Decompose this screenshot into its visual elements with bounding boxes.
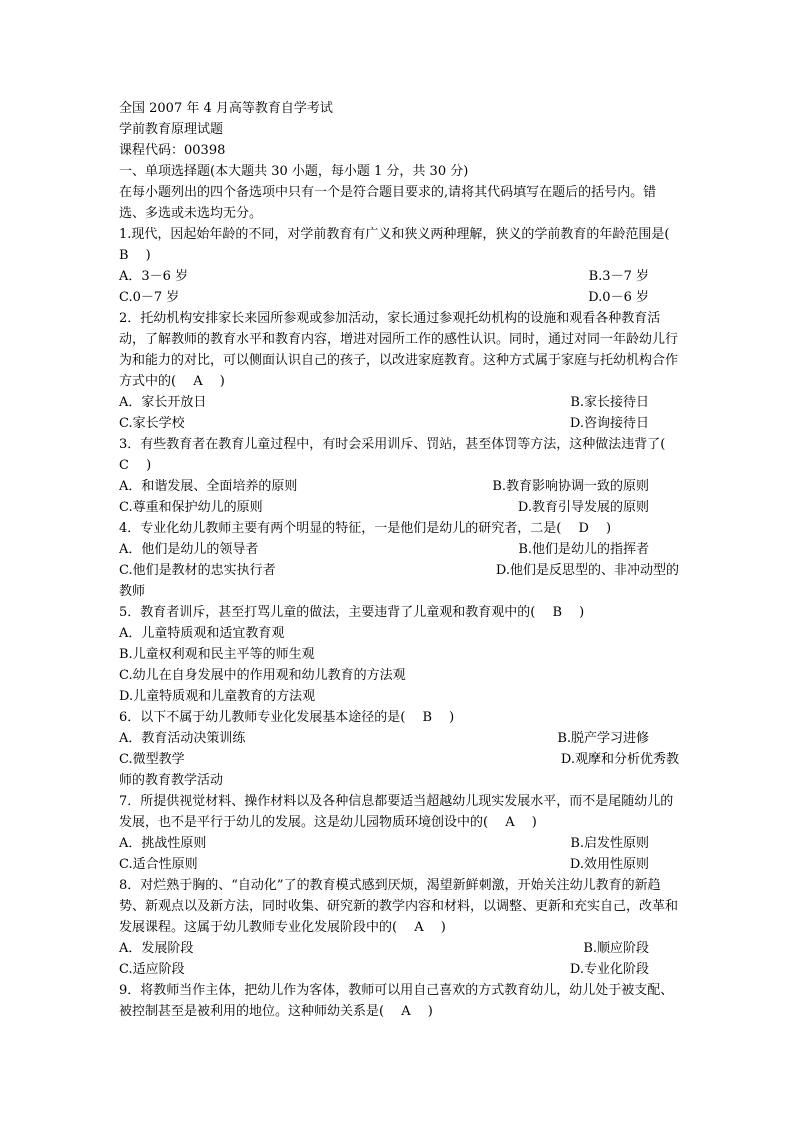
- option-continuation: 教师: [119, 584, 146, 599]
- question-stem: 5．教育者训斥，甚至打骂儿童的做法，主要违背了儿童观和教育观中的( B ): [119, 605, 585, 620]
- question-stem: 3．有些教育者在教育儿童过程中，有时会采用训斥、罚站，甚至体罚等方法，这种做法违背了( C ): [119, 437, 683, 473]
- option: D.效用性原则: [569, 857, 649, 872]
- option: C.尊重和保护幼儿的原则: [119, 500, 263, 515]
- option: C.他们是教材的忠实执行者: [119, 563, 276, 578]
- option: D.观摩和分析优秀教: [560, 752, 679, 767]
- option: A．教育活动决策训练: [119, 731, 246, 746]
- question-stem: 6．以下不属于幼儿教师专业化发展基本途径的是( B ): [119, 710, 455, 725]
- option: A．儿童特质观和适宜教育观: [119, 626, 285, 641]
- options-row: [119, 497, 679, 518]
- options-row: [119, 413, 679, 434]
- option: D.儿童特质观和儿童教育的方法观: [119, 689, 316, 704]
- option-continuation: 师的教育教学活动: [119, 773, 224, 788]
- course-code: 课程代码：00398: [119, 143, 226, 158]
- options-row: [119, 539, 679, 560]
- options-row: [119, 287, 679, 308]
- question-stem: 4．专业化幼儿教师主要有两个明显的特征，一是他们是幼儿的研究者，二是( D ): [119, 521, 612, 536]
- instructions: 在每小题列出的四个备选项中只有一个是符合题目要求的,请将其代码填写在题后的括号内。错选、多选或未选均无分。: [119, 185, 657, 221]
- option: D.咨询接待日: [569, 416, 649, 431]
- options-row: [119, 938, 679, 959]
- exam-title: 全国 2007 年 4 月高等教育自学考试: [119, 101, 333, 116]
- option: A．家长开放日: [119, 395, 207, 410]
- option: D.教育引导发展的原则: [517, 500, 649, 515]
- option: A．挑战性原则: [119, 836, 207, 851]
- options-row: [119, 833, 679, 854]
- options-row: [119, 476, 679, 497]
- option: C.0－7 岁: [119, 290, 180, 305]
- options-row: [119, 854, 679, 875]
- option: A．和谐发展、全面培养的原则: [119, 479, 298, 494]
- option: B.启发性原则: [570, 836, 649, 851]
- options-row: [119, 392, 679, 413]
- option: C.微型教学: [119, 752, 185, 767]
- option: D.他们是反思型的、非冲动型的: [495, 563, 679, 578]
- option: D.专业化阶段: [569, 962, 649, 977]
- question-stem: 9．将教师当作主体，把幼儿作为客体，教师可以用自己喜欢的方式教育幼儿，幼儿处于被支配、被控制甚至是被利用的地位。这种师幼关系是( A ): [119, 983, 674, 1019]
- option: A．3－6 岁: [119, 269, 189, 284]
- option: A．发展阶段: [119, 941, 194, 956]
- option: C.家长学校: [119, 416, 185, 431]
- option: B.3－7 岁: [588, 269, 649, 284]
- question-stem: 1.现代，因起始年龄的不同，对学前教育有广义和狭义两种理解，狭义的学前教育的年龄范围是( B ): [119, 227, 687, 263]
- option: B.儿童权利观和民主平等的师生观: [119, 647, 315, 662]
- question-stem: 2．托幼机构安排家长来园所参观或参加活动，家长通过参观托幼机构的设施和观看各种教育活动，了解教师的教育水平和教育内容，增进对园所工作的感性认识。同时，通过对同一年龄幼儿行为和能力的对比，可以侧面认识自己的孩子，以改进家庭教育。这种方式属于家庭与托幼机构合作方式中的( A ): [119, 311, 679, 389]
- question-stem: 7．所提供视觉材料、操作材料以及各种信息都要适当超越幼儿现实发展水平，而不是尾随幼儿的发展，也不是平行于幼儿的发展。这是幼儿园物质环境创设中的( A ): [119, 794, 674, 830]
- option: A．他们是幼儿的领导者: [119, 542, 259, 557]
- options-row: [119, 560, 679, 581]
- option: B.教育影响协调一致的原则: [492, 479, 649, 494]
- options-row: [119, 266, 679, 287]
- options-row: [119, 959, 679, 980]
- option: C.适应阶段: [119, 962, 185, 977]
- section-title: 一、单项选择题(本大题共 30 小题，每小题 1 分，共 30 分): [119, 164, 469, 179]
- option: C.适合性原则: [119, 857, 198, 872]
- options-row: [119, 749, 679, 770]
- option: B.脱产学习进修: [557, 731, 649, 746]
- option: B.顺应阶段: [583, 941, 649, 956]
- subject-title: 学前教育原理试题: [119, 122, 224, 137]
- option: B.家长接待日: [570, 395, 649, 410]
- question-stem: 8．对烂熟于胸的、“自动化”了的教育模式感到厌烦，渴望新鲜刺激，开始关注幼儿教育的新趋势、新观点以及新方法，同时收集、研究新的教学内容和材料，以调整、更新和充实自己，改革和发展课程。这属于幼儿教师专业化发展阶段中的( A ): [119, 878, 679, 935]
- options-row: [119, 728, 679, 749]
- option: C.幼儿在自身发展中的作用观和幼儿教育的方法观: [119, 668, 406, 683]
- option: B.他们是幼儿的指挥者: [518, 542, 649, 557]
- option: D.0－6 岁: [588, 290, 649, 305]
- document-page: [119, 98, 687, 1022]
